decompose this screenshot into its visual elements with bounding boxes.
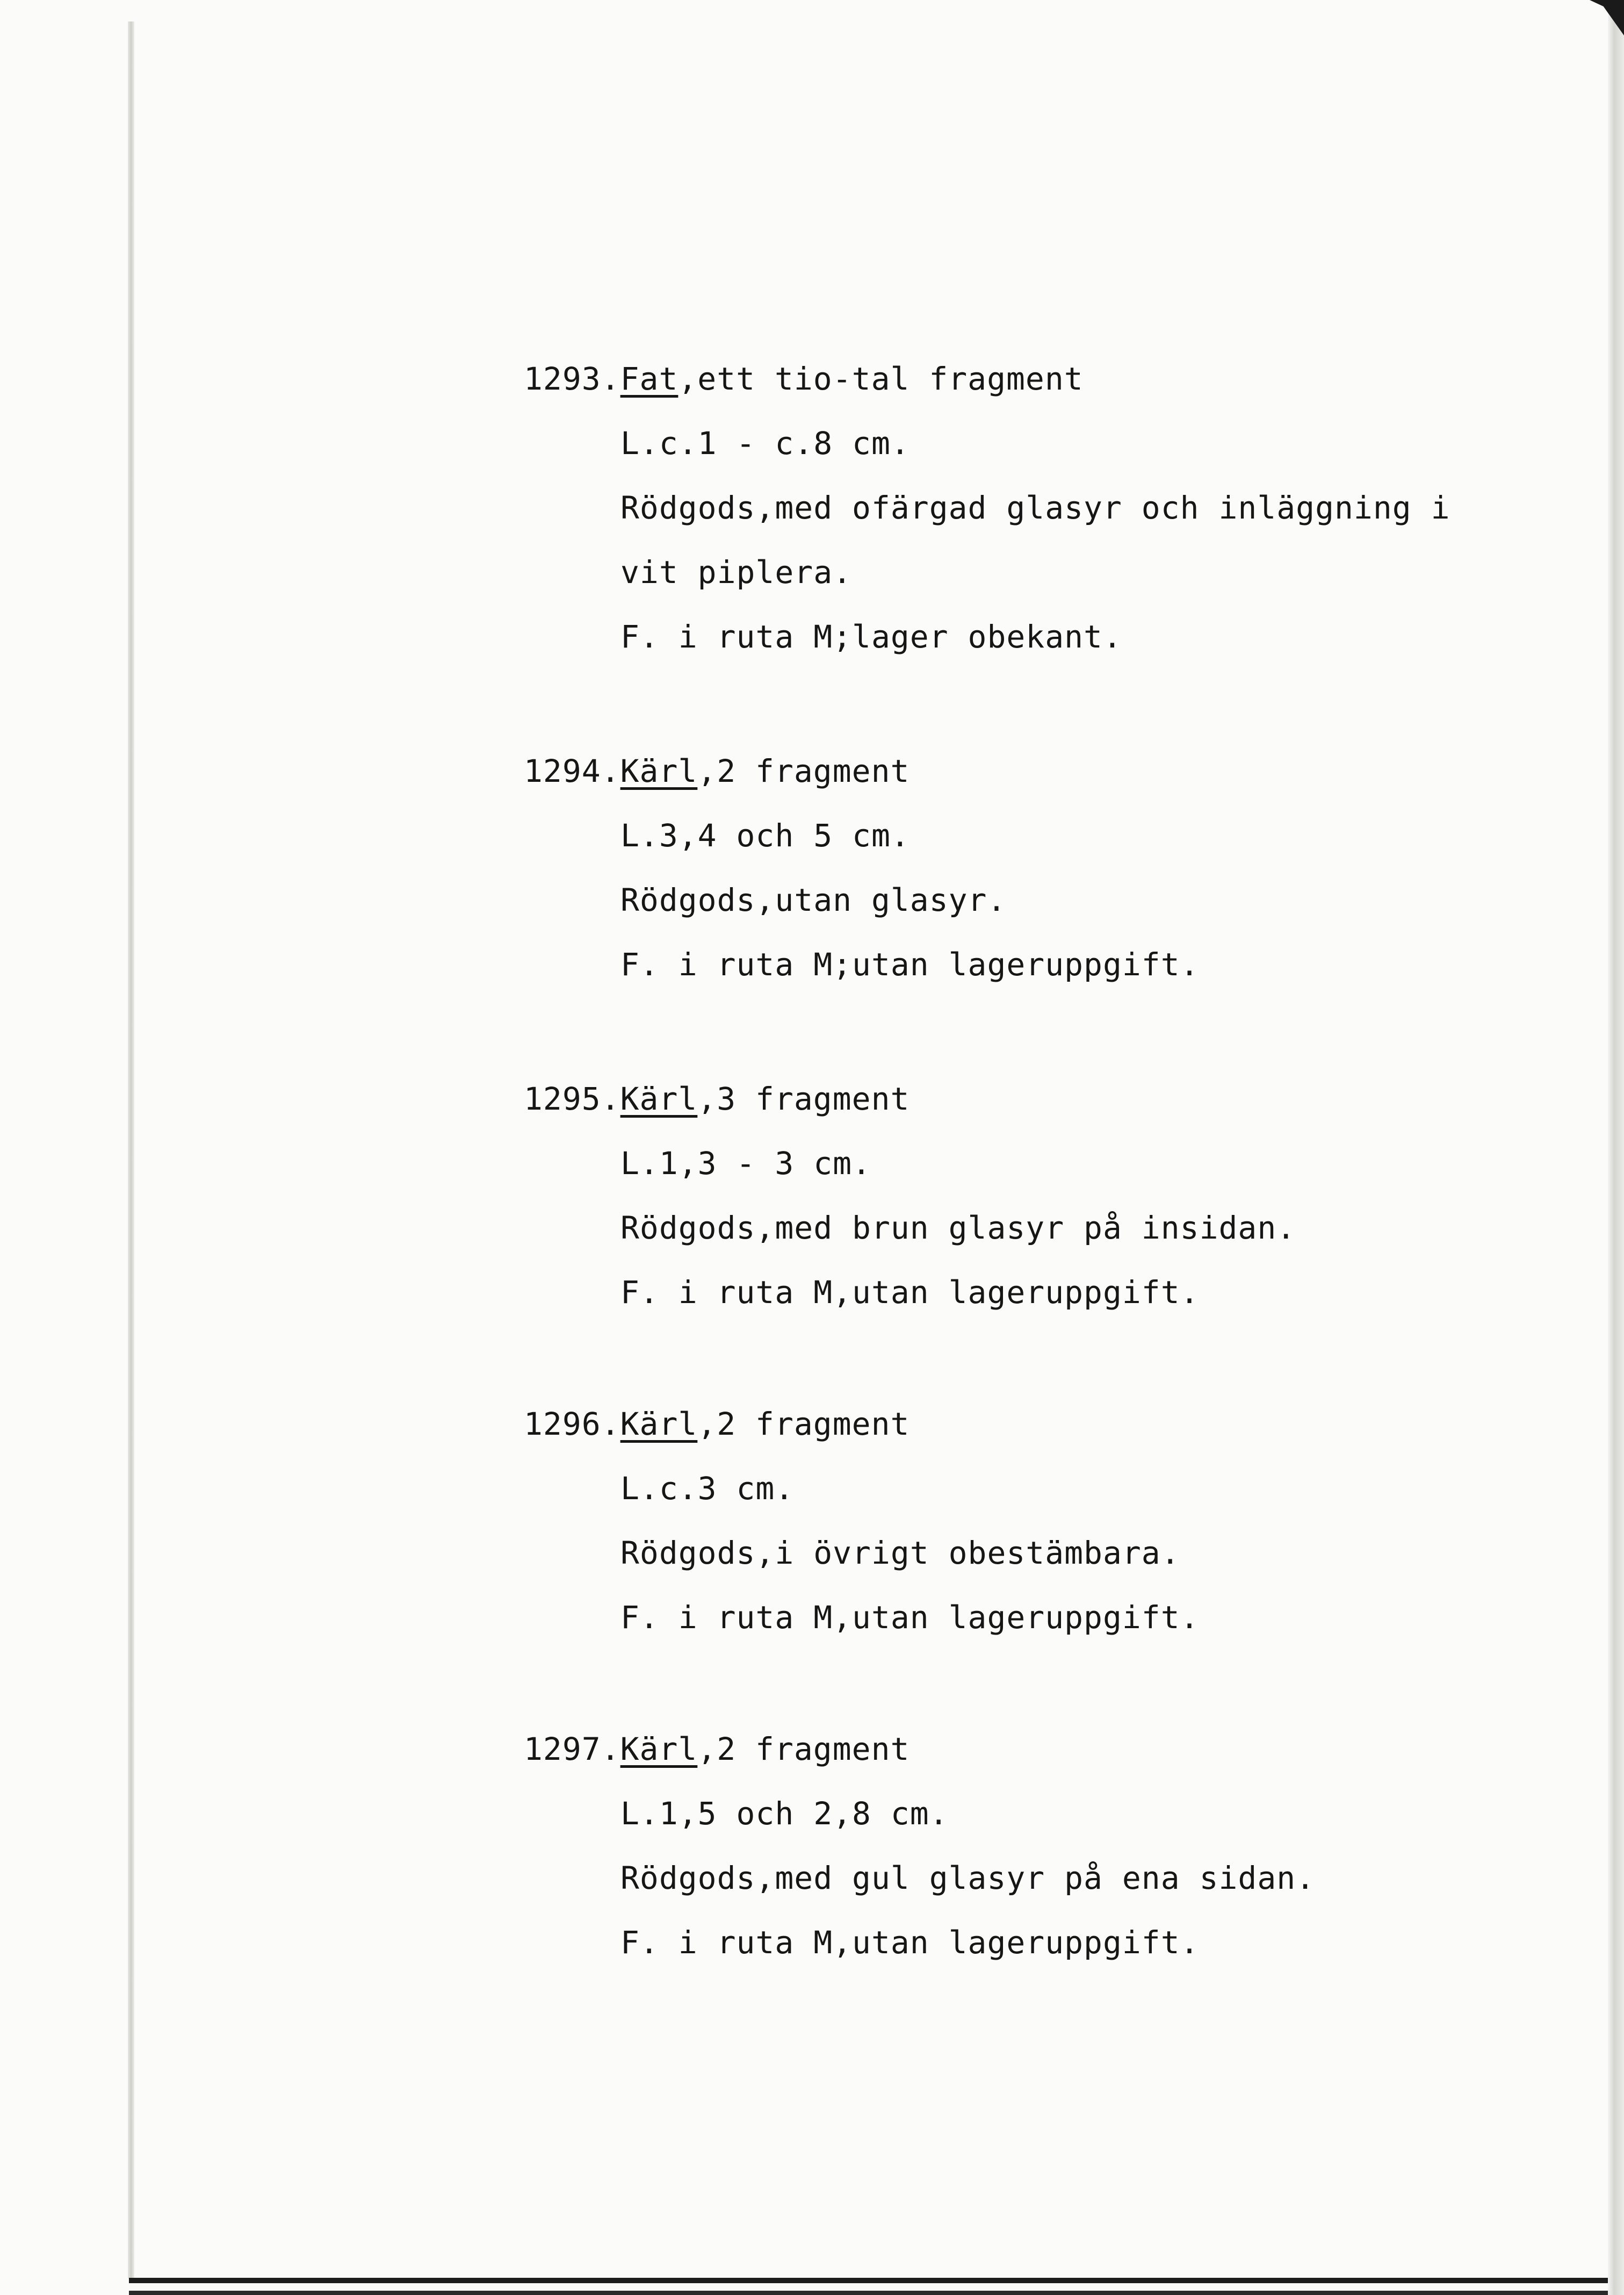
entry-heading bbox=[524, 1067, 1518, 1131]
catalogue-entry bbox=[524, 1392, 1518, 1650]
entry-object-name: Kärl bbox=[620, 1731, 698, 1767]
entry-heading-rest: ,3 fragment bbox=[697, 1081, 910, 1117]
entry-number: 1297. bbox=[524, 1731, 620, 1767]
entry-number: 1296. bbox=[524, 1406, 620, 1442]
entry-description: Rödgods,med brun glasyr på insidan. bbox=[620, 1210, 1296, 1246]
entry-heading-rest: ,2 fragment bbox=[697, 1406, 910, 1442]
entry-object-name: Kärl bbox=[620, 1406, 698, 1442]
catalogue-entry bbox=[524, 1717, 1518, 1975]
catalogue-entry bbox=[524, 739, 1518, 997]
entry-heading-rest: ,2 fragment bbox=[697, 753, 910, 789]
entry-heading-rest: ,2 fragment bbox=[697, 1731, 910, 1767]
entry-dimensions: L.1,3 - 3 cm. bbox=[620, 1145, 871, 1182]
entry-object-name: Kärl bbox=[620, 753, 698, 789]
entry-description: Rödgods,utan glasyr. bbox=[620, 882, 1007, 918]
entry-number: 1294. bbox=[524, 753, 620, 789]
entry-description: Rödgods,i övrigt obestämbara. bbox=[620, 1535, 1180, 1571]
entry-description: Rödgods,med gul glasyr på ena sidan. bbox=[620, 1860, 1316, 1896]
entry-dimensions: L.c.1 - c.8 cm. bbox=[620, 425, 910, 462]
entry-description-cont: vit piplera. bbox=[620, 554, 853, 591]
entry-dimensions: L.c.3 cm. bbox=[620, 1470, 795, 1507]
entry-heading bbox=[524, 1717, 1518, 1781]
entry-find-location: F. i ruta M,utan lageruppgift. bbox=[620, 1924, 1200, 1961]
entry-heading bbox=[524, 739, 1518, 803]
entry-heading bbox=[524, 1392, 1518, 1456]
entry-heading bbox=[524, 347, 1518, 411]
entry-number: 1293. bbox=[524, 361, 620, 397]
entry-dimensions: L.3,4 och 5 cm. bbox=[620, 817, 910, 854]
entry-object-name: Fat bbox=[620, 361, 679, 397]
entry-description: Rödgods,med ofärgad glasyr och inläggning i bbox=[620, 490, 1450, 526]
entry-object-name: Kärl bbox=[620, 1081, 698, 1117]
entry-dimensions: L.1,5 och 2,8 cm. bbox=[620, 1795, 949, 1832]
catalogue-entry bbox=[524, 1067, 1518, 1325]
entry-heading-rest: ,ett tio-tal fragment bbox=[678, 361, 1084, 397]
entry-find-location: F. i ruta M;lager obekant. bbox=[620, 618, 1122, 655]
entry-find-location: F. i ruta M,utan lageruppgift. bbox=[620, 1599, 1200, 1636]
entry-find-location: F. i ruta M;utan lageruppgift. bbox=[620, 946, 1200, 983]
catalogue-entry bbox=[524, 347, 1518, 669]
entry-number: 1295. bbox=[524, 1081, 620, 1117]
entry-find-location: F. i ruta M,utan lageruppgift. bbox=[620, 1274, 1200, 1311]
